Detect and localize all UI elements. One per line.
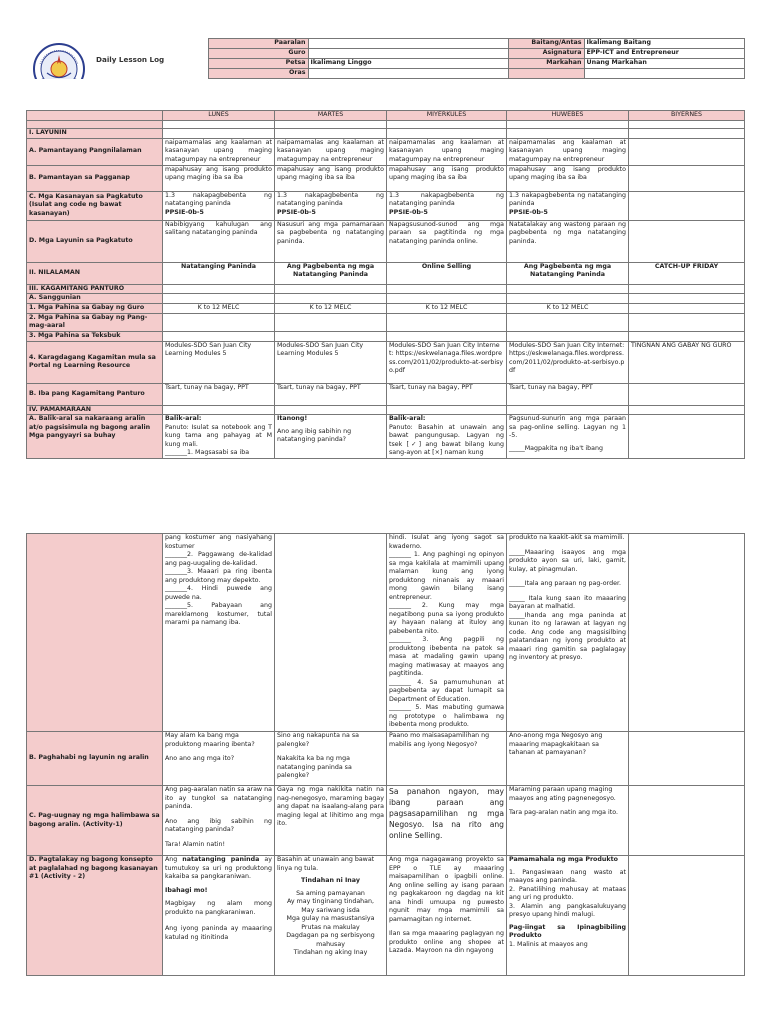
cell-pagtalakay-martes: Basahin at unawain ang bawat linya ng tula. Tindahan ni Inay Sa aming pamayanan Ay may tinginang tindahan, May sariwang isda Mga gulay na masustansiya Prutas na makulay Dagdagan pa ng serbisyong mahusay Tindahan ng aking Inay — [275, 856, 387, 976]
row-label-sanggunian: A. Sanggunian — [27, 294, 163, 304]
cell-kasanayan-biyernes — [629, 191, 745, 220]
baitang-label: Baitang/Antas — [508, 39, 584, 49]
cell-iba-kagamitan-miyerkules: Tsart, tunay na bagay, PPT — [387, 383, 507, 405]
cell-iba-kagamitan-lunes: Tsart, tunay na bagay, PPT — [163, 383, 275, 405]
dll-table-page1 — [26, 110, 745, 459]
cell-kasanayan-miyerkules: 1.3 nakapagbebenta ng natatanging paninda PPSIE-0b-5 — [387, 191, 507, 220]
cell-pagganap-biyernes — [629, 165, 745, 191]
row-label-paghahabi: B. Paghahabi ng layunin ng aralin — [27, 732, 163, 786]
day-martes: MARTES — [275, 111, 387, 121]
cell-pag-uugnay-martes: Gaya ng mga nakikita natin na nag-nenegosyo, maraming bagay ang dapat na isaalang-alang para maging legal at lihitimo ang mga ito. — [275, 786, 387, 856]
day-huwebes: HUWEBES — [507, 111, 629, 121]
row-label-balik-aral-cont — [27, 534, 163, 732]
cell-layunin-huwebes: Natatalakay ang wastong paraan ng pagbebenta ng mga natatanging paninda. — [507, 220, 629, 262]
cell-layunin-martes: Nasusuri ang mga pamamaraan sa pagbebenta ng natatanging paninda. — [275, 220, 387, 262]
row-label-iba-pang-kagamitan: B. Iba pang Kagamitang Panturo — [27, 383, 163, 405]
cell-balik-aral-cont-huwebes: produkto na kaakit-akit sa mamimili. _____Maaaring isaayos ang mga produkto ayon sa uri, laki, gamit, kulay, at pinagmulan. _____Itala ang paraan ng pag-order. _____ Itala kung saan ito maaaring bayaran at malhatid. _____Ihanda ang mga paninda at kunan ito ng larawan at lagyan ng code. Ang code ang magsisilbing palatandaan ng iyong produkto at maaari ring gamitin sa paglalagay ng inventory at presyo. — [507, 534, 629, 732]
cell-nilalaman-martes: Ang Pagbebenta ng mga Natatanging Paninda — [275, 262, 387, 284]
cell-balik-aral-cont-miyerkules: hindi. Isulat ang iyong sagot sa kwaderno. _______ 1. Ang paghingi ng opinyon sa mga kakilala at mamimili upang malaman kung ang iyong produktong ninanais ay maaari mong gawin bilang isang entrepreneur. _______ 2. Kung may mga negatibong puna sa iyong produkto ay hayaan nalang at ituloy ang pabebenta nito. _______ 3. Ang pagpili ng produktong ibebenta na patok sa masa at madaling gawin upang maging matiwasay at maayos ang pagtitinda. _______ 4. Sa pamumuhunan at pagbebenta ay dapat lumapit sa Department of Education. _______ 5. Mas mabuting gumawa ng prototype o halimbawa ng ibebenta mong produkto. — [387, 534, 507, 732]
row-label-balik-aral: A. Balik-aral sa nakaraang aralin at/o pagsisimula ng bagong aralin Mga pangyayri sa buhay — [27, 415, 163, 459]
cell-pag-uugnay-huwebes: Maraming paraan upang maging maayos ang ating pagnenegosyo. Tara pag-aralan natin ang mga ito. — [507, 786, 629, 856]
row-label-karagdagang-kagamitan: 4. Karagdagang Kagamitan mula sa Portal ng Learning Resource — [27, 341, 163, 383]
cell-iba-kagamitan-huwebes: Tsart, tunay na bagay, PPT — [507, 383, 629, 405]
row-label-kasanayan: C. Mga Kasanayan sa Pagkatuto (Isulat ang code ng bawat kasanayan) — [27, 191, 163, 220]
cell-pangnilalaman-lunes: naipamamalas ang kaalaman at kasanayan upang maging matagumpay na entrepreneur — [163, 138, 275, 165]
cell-pagtalakay-miyerkules: Ang mga nagagawang proyekto sa EPP o TLE ay maaaring maisapamilihan o ipagbili online. Ang online selling ay isang paraan ng pagkakaroon ng dagdag na kit ana hindi umuupa ng puwesto ngunit may mga mamimili sa pamamagitan ng internet. Ilan sa mga maaaring paglagyan ng produkto online ang shopee at Lazada. Mayroon na din ngayong — [387, 856, 507, 976]
day-miyerkules: MIYERKULES — [387, 111, 507, 121]
cell-gabay-guro-huwebes: K to 12 MELC — [507, 303, 629, 313]
cell-paghahabi-huwebes: Ano-anong mga Negosyo ang maaaring mapagkakitaan sa tahanan at pamayanan? — [507, 732, 629, 786]
cell-pangnilalaman-huwebes: naipamamalas ang kaalaman at kasanayan upang maging matagumpay na entrepreneur — [507, 138, 629, 165]
lesson-log-title: Daily Lesson Log — [96, 54, 165, 64]
paaralan-label: Paaralan — [208, 39, 308, 49]
section-layunin: I. LAYUNIN — [27, 129, 163, 139]
cell-layunin-miyerkules: Napagsusunod-sunod ang mga paraan sa pagtitinda ng mga natatanging paninda online. — [387, 220, 507, 262]
corner-cell — [27, 111, 163, 121]
row-label-gabay-mag-aaral: 2. Mga Pahina sa Gabay ng Pang-mag-aaral — [27, 313, 163, 331]
oras-label: Oras — [208, 69, 308, 79]
asignatura-value: EPP-ICT and Entrepreneur — [584, 49, 744, 59]
row-label-nilalaman: II. NILALAMAN — [27, 262, 163, 284]
petsa-label: Petsa — [208, 59, 308, 69]
cell-nilalaman-miyerkules: Online Selling — [387, 262, 507, 284]
cell-nilalaman-biyernes: CATCH-UP FRIDAY — [629, 262, 745, 284]
header-table — [26, 38, 745, 79]
cell-gabay-guro-lunes: K to 12 MELC — [163, 303, 275, 313]
logo-cell — [26, 39, 208, 79]
cell-kasanayan-martes: 1.3 nakapagbebenta ng natatanging paninda PPSIE-0b-5 — [275, 191, 387, 220]
cell-paghahabi-lunes: May alam ka bang mga produktong maaring ibenta? Ano ano ang mga ito? — [163, 732, 275, 786]
cell-pagganap-lunes: mapahusay ang isang produkto upang maging iba sa iba — [163, 165, 275, 191]
cell-pagganap-miyerkules: mapahusay ang isang produkto upang maging iba sa iba — [387, 165, 507, 191]
markahan-value: Unang Markahan — [584, 59, 744, 69]
asignatura-label: Asignatura — [508, 49, 584, 59]
cell-pagtalakay-huwebes: Pamamahala ng mga Produkto 1. Pangasiwaan nang wasto at maayos ang paninda. 2. Panatilihing mahusay at mataas ang uri ng produkto. 3. Alamin ang pangkasalukuyang presyo upang hindi malugi. Pag-iingat sa Ipinagbibiling Produkto 1. Malinis at maayos ang — [507, 856, 629, 976]
cell-pangnilalaman-miyerkules: naipamamalas ang kaalaman at kasanayan upang maging matagumpay na entrepreneur — [387, 138, 507, 165]
day-lunes: LUNES — [163, 111, 275, 121]
cell-nilalaman-huwebes: Ang Pagbebenta ng mga Natatanging Paninda — [507, 262, 629, 284]
cell-balik-aral-lunes: Balik-aral: Panuto: Isulat sa notebook ang T kung tama ang pahayag at M kung mali. _______1. Magsasabi sa iba — [163, 415, 275, 459]
cell-balik-aral-miyerkules: Balik-aral: Panuto: Basahin at unawain ang bawat pangungusap. Lagyan ng tsek [✓] ang bawat bilang kung sang-ayon at [×] naman kung — [387, 415, 507, 459]
deped-seal-icon — [32, 42, 86, 79]
section-kagamitang-panturo: III. KAGAMITANG PANTURO — [27, 284, 163, 294]
cell-iba-kagamitan-martes: Tsart, tunay na bagay, PPT — [275, 383, 387, 405]
row-label-teksbuk: 3. Mga Pahina sa Teksbuk — [27, 331, 163, 341]
cell-kasanayan-lunes: 1.3 nakapagbebenta ng natatanging paninda PPSIE-0b-5 — [163, 191, 275, 220]
petsa-value: Ikalimang Linggo — [308, 59, 508, 69]
cell-balik-aral-cont-lunes: pang kostumer ang nasiyahang kostumer _______2. Paggawang de-kalidad ang pag-uugaling de-kalidad. _______3. Maaari pa ring ibenta ang produktong may depekto. _______4. Hindi puwede ang puwede na. _______5. Pabayaan ang mareklamong kostumer, tutal marami pa namang iba. — [163, 534, 275, 732]
paaralan-value[interactable] — [308, 39, 508, 49]
cell-balik-aral-huwebes: Pagsunud-sunurin ang mga paraan sa pag-online selling. Lagyan ng 1 -5. _____Magpakita ng iba't ibang — [507, 415, 629, 459]
cell-kagamitan-martes: Modules-SDO San Juan City Learning Modules 5 — [275, 341, 387, 383]
baitang-value: Ikalimang Baitang — [584, 39, 744, 49]
row-label-pamantayan-pagganap: B. Pamantayan sa Pagganap — [27, 165, 163, 191]
row-label-pamantayang-pangnilalaman: A. Pamantayang Pangnilalaman — [27, 138, 163, 165]
oras-value[interactable] — [308, 69, 508, 79]
guro-value[interactable] — [308, 49, 508, 59]
cell-kagamitan-miyerkules: Modules-SDO San Juan City Internet: https://eskwelanaga.files.wordpress.com/2011/02/produkto-at-serbisyo.pdf — [387, 341, 507, 383]
cell-pag-uugnay-miyerkules: Sa panahon ngayon, may ibang paraan ang pagsasapamilihan ng mga Negosyo. Isa na rito ang online Selling. — [387, 786, 507, 856]
cell-pagtalakay-lunes: Ang natatanging paninda ay tumutukoy sa uri ng produktong kakaiba sa pangkaraniwan. Ibahagi mo! Magbigay ng alam mong produkto na pangkaraniwan. Ang iyong paninda ay maaaring katulad ng itinitinda — [163, 856, 275, 976]
guro-label: Guro — [208, 49, 308, 59]
cell-kagamitan-biyernes: TINGNAN ANG GABAY NG GURO — [629, 341, 745, 383]
cell-nilalaman-lunes: Natatanging Paninda — [163, 262, 275, 284]
row-label-layunin-pagkatuto: D. Mga Layunin sa Pagkatuto — [27, 220, 163, 262]
cell-gabay-guro-martes: K to 12 MELC — [275, 303, 387, 313]
cell-paghahabi-martes: Sino ang nakapunta na sa palengke? Nakakita ka ba ng mga natatanging paninda sa palengke? — [275, 732, 387, 786]
blank-value — [584, 69, 744, 79]
cell-balik-aral-martes: Itanong! Ano ang ibig sabihin ng natatanging paninda? — [275, 415, 387, 459]
section-pamamaraan: IV. PAMAMARAAN — [27, 405, 163, 415]
cell-pangnilalaman-biyernes — [629, 138, 745, 165]
cell-kasanayan-huwebes: 1.3 nakapagbebenta ng natatanging paninda PPSIE-0b-5 — [507, 191, 629, 220]
cell-kagamitan-huwebes: Modules-SDO San Juan City Internet: https://eskwelanaga.files.wordpress.com/2011/02/produkto-at-serbisyo.pdf — [507, 341, 629, 383]
cell-gabay-guro-miyerkules: K to 12 MELC — [387, 303, 507, 313]
cell-paghahabi-miyerkules: Paano mo maisasapamilihan ng mabilis ang iyong Negosyo? — [387, 732, 507, 786]
cell-layunin-lunes: Nabibigyang kahulugan ang salitang natatanging paninda — [163, 220, 275, 262]
markahan-label: Markahan — [508, 59, 584, 69]
day-biyernes: BIYERNES — [629, 111, 745, 121]
cell-kagamitan-lunes: Modules-SDO San Juan City Learning Modules 5 — [163, 341, 275, 383]
cell-layunin-biyernes — [629, 220, 745, 262]
cell-pag-uugnay-lunes: Ang pag-aaralan natin sa araw na ito ay tungkol sa natatanging paninda. Ano ang ibig sabihin ng natatanging paninda? Tara! Alamin natin! — [163, 786, 275, 856]
cell-pangnilalaman-martes: naipamamalas ang kaalaman at kasanayan upang maging matagumpay na entrepreneur — [275, 138, 387, 165]
row-label-gabay-guro: 1. Mga Pahina sa Gabay ng Guro — [27, 303, 163, 313]
blank-label — [508, 69, 584, 79]
row-label-pag-uugnay: C. Pag-uugnay ng mga halimbawa sa bagong aralin. (Activity-1) — [27, 786, 163, 856]
dll-table-page2 — [26, 533, 745, 976]
cell-pagganap-huwebes: mapahusay ang isang produkto upang maging iba sa iba — [507, 165, 629, 191]
cell-pagganap-martes: mapahusay ang isang produkto upang maging iba sa iba — [275, 165, 387, 191]
row-label-pagtalakay: D. Pagtalakay ng bagong konsepto at paglalahad ng bagong kasanayan #1 (Activity - 2) — [27, 856, 163, 976]
